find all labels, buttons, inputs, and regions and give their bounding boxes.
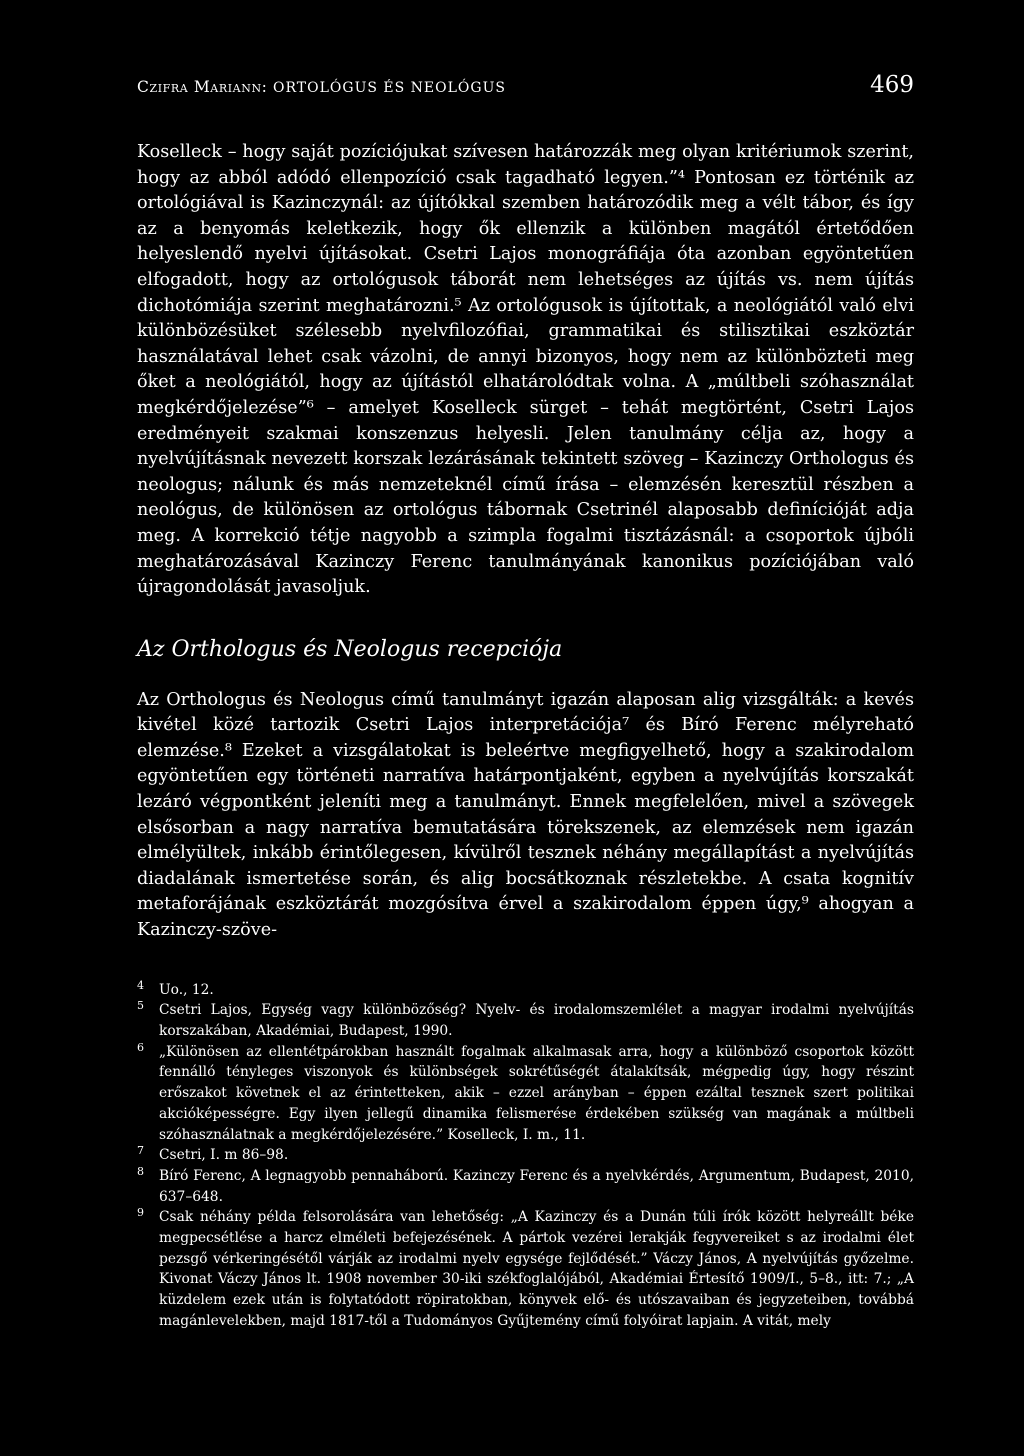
- footnote-number: 9: [137, 1206, 144, 1220]
- footnote: [137, 1000, 914, 1041]
- footnote-text: Csetri, I. m 86–98.: [159, 1147, 289, 1164]
- running-head-left: [137, 78, 506, 96]
- footnote-number: 5: [137, 999, 144, 1013]
- body-paragraph-1: Koselleck – hogy saját pozíciójukat szívesen határozzák meg olyan kritériumok szerint, hogy az abból adódó ellenpozíció csak tagadható legyen.”⁴ Pontosan ez történik az ortológiával is Kazinczynál: az újítókkal szemben határozódik meg a vélt tábor, és így az a benyomás keletkezik, hogy ők ellenzik a különben magától értetődően helyeslendő nyelvi újításokat. Csetri Lajos monográfiája óta azonban egyöntetűen elfogadott, hogy az ortológusok táborát nem lehetséges az újítás vs. nem újítás dichotómiája szerint meghatározni.⁵ Az ortológusok is újítottak, a neológiától való elvi különbözésüket szélesebb nyelvfilozófiai, grammatikai és stilisztikai eszköztár használatával lehet csak vázolni, de annyi bizonyos, hogy nem az különbözteti meg őket a neológiától, hogy az újítástól elhatárolódtak volna. A „múltbeli szóhasználat megkérdőjelezése”⁶ – amelyet Koselleck sürget – tehát megtörtént, Csetri Lajos eredményeit szakmai konszenzus helyesli. Jelen tanulmány célja az, hogy a nyelvújításnak nevezett korszak lezárásának tekintett szöveg – Kazinczy Orthologus és neologus; nálunk és más nemzeteknél című írása – elemzésén keresztül részben a neológus, de különösen az ortológus tábornak Csetrinél alaposabb definícióját adja meg. A korrekció tétje nagyobb a szimpla fogalmi tisztázásnál: a csoportok újbóli meghatározásával Kazinczy Ferenc tanulmányának kanonikus pozíciójában való újragondolását javasoljuk.: [137, 142, 914, 598]
- page-number: 469: [870, 72, 914, 98]
- running-head-title: ORTOLÓGUS ÉS NEOLÓGUS: [273, 80, 506, 96]
- document-page: [137, 72, 914, 1332]
- footnote: [137, 1207, 914, 1331]
- footnote-number: 7: [137, 1144, 144, 1158]
- footnote: [137, 1145, 914, 1166]
- footnote-number: 6: [137, 1040, 144, 1054]
- footnote-text: Csetri Lajos, Egység vagy különbözőség? Nyelv- és irodalomszemlélet a magyar irodalmi nyelvújítás korszakában, Akadémiai, Budapest, 1990.: [159, 1002, 914, 1040]
- body-paragraph-2: Az Orthologus és Neologus című tanulmányt igazán alaposan alig vizsgálták: a kevés kivétel közé tartozik Csetri Lajos interpretációja⁷ és Bíró Ferenc mélyreható elemzése.⁸ Ezeket a vizsgálatokat is beleértve megfigyelhető, hogy a szakirodalom egyöntetűen egy történeti narratíva határpontjaként, egyben a nyelvújítás korszakát lezáró végpontként jeleníti meg a tanulmányt. Ennek megfelelően, mivel a szövegek elsősorban a nagy narratíva bemutatására törekszenek, az elemzések nem igazán elmélyültek, inkább érintőlegesen, kívülről tesznek néhány megállapítást a nyelvújítás diadalának ismertetése során, és alig bocsátkoznak részletekbe. A csata kognitív metaforájának eszköztárát mozgósítva érvel a szakirodalom éppen úgy,⁹ ahogyan a Kazinczy-szöve-: [137, 689, 914, 941]
- footnote: [137, 1166, 914, 1207]
- footnote-text: Bíró Ferenc, A legnagyobb pennaháború. Kazinczy Ferenc és a nyelvkérdés, Argumentum, Budapest, 2010, 637–648.: [159, 1167, 914, 1205]
- footnote-number: 4: [137, 978, 144, 992]
- footnote: [137, 980, 914, 1001]
- footnote: [137, 1042, 914, 1146]
- running-head: [137, 72, 914, 112]
- footnote-text: Uo., 12.: [159, 981, 214, 998]
- footnote-text: „Különösen az ellentétpárokban használt fogalmak alkalmasak arra, hogy a különböző csoportok között fennálló tényleges viszonyok és különbségek sokrétűségét átalakítsák, mégpedig úgy, hogy részint erőszakot követnek el az érintetteken, akik – ezzel arányban – éppen ezáltal tesznek szert politikai akcióképességre. Egy ilyen jellegű dinamika felismerése érdekében szükség van magának a múltbeli szóhasználatnak a megkérdőjelezésére.” Koselleck, I. m., 11.: [159, 1043, 914, 1143]
- footnotes: [137, 980, 914, 1332]
- footnote-number: 8: [137, 1164, 144, 1178]
- footnote-text: Csak néhány példa felsorolására van lehetőség: „A Kazinczy és a Dunán túli írók között helyreállt béke megpecsétlése a harcz elméleti befejezésének. A pártok vezérei lerakják fegyvereiket s az irodalmi élet pezsgő vérkeringésétől várják az irodalmi nyelv egysége fejlődését.” Váczy János, A nyelvújítás győzelme. Kivonat Váczy János lt. 1908 november 30-iki székfoglalójából, Akadémiai Értesítő 1909/I., 5–8., itt: 7.; „A küzdelem ezek után is folytatódott röpiratokban, könyvek elő- és utószavaiban és jegyzeteiben, továbbá magánlevelekben, majd 1817-től a Tudományos Gyűjtemény című folyóirat lapjain. A vitát, mely: [159, 1209, 914, 1329]
- running-head-author: Czifra Mariann:: [137, 78, 268, 96]
- section-heading: Az Orthologus és Neologus recepciója: [137, 636, 563, 662]
